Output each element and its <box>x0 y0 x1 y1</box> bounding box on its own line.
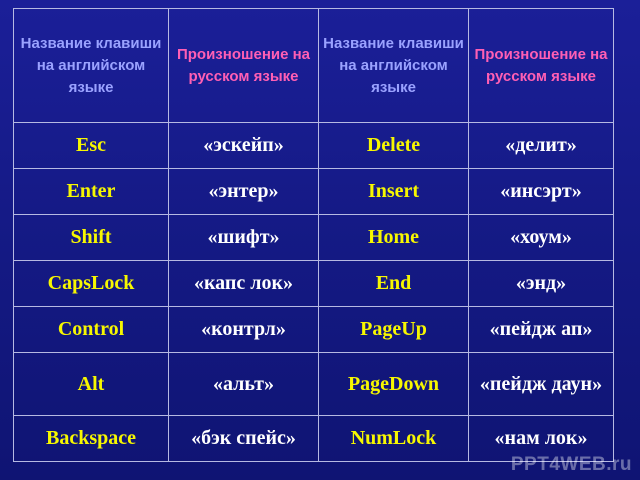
pronunciation-cell: «энд» <box>469 261 614 307</box>
header-key-name-1: Название клавиши на английском языке <box>14 9 169 123</box>
key-name-cell: Backspace <box>14 416 169 462</box>
header-row <box>14 9 614 123</box>
key-name-cell: Home <box>319 215 469 261</box>
table-row <box>14 169 614 215</box>
key-name-cell: NumLock <box>319 416 469 462</box>
pronunciation-cell: «бэк спейс» <box>169 416 319 462</box>
pronunciation-cell: «хоум» <box>469 215 614 261</box>
table-row <box>14 215 614 261</box>
key-name-cell: Enter <box>14 169 169 215</box>
table-row <box>14 123 614 169</box>
key-name-cell: Delete <box>319 123 469 169</box>
key-name-cell: PageDown <box>319 353 469 416</box>
header-pronunciation-2: Произношение на русском языке <box>469 9 614 123</box>
pronunciation-cell: «контрл» <box>169 307 319 353</box>
pronunciation-cell: «делит» <box>469 123 614 169</box>
pronunciation-cell: «энтер» <box>169 169 319 215</box>
key-name-cell: CapsLock <box>14 261 169 307</box>
pronunciation-cell: «пейдж ап» <box>469 307 614 353</box>
table-row <box>14 307 614 353</box>
table-row <box>14 353 614 416</box>
key-name-cell: Insert <box>319 169 469 215</box>
pronunciation-cell: «пейдж даун» <box>469 353 614 416</box>
key-name-cell: Esc <box>14 123 169 169</box>
pronunciation-cell: «инсэрт» <box>469 169 614 215</box>
pronunciation-cell: «альт» <box>169 353 319 416</box>
header-key-name-2: Название клавиши на английском языке <box>319 9 469 123</box>
key-name-cell: End <box>319 261 469 307</box>
key-name-cell: PageUp <box>319 307 469 353</box>
header-pronunciation-1: Произношение на русском языке <box>169 9 319 123</box>
pronunciation-cell: «эскейп» <box>169 123 319 169</box>
table-row <box>14 261 614 307</box>
key-name-cell: Alt <box>14 353 169 416</box>
watermark-logo: PPT4WEB.ru <box>510 454 632 475</box>
key-name-cell: Shift <box>14 215 169 261</box>
key-name-cell: Control <box>14 307 169 353</box>
pronunciation-cell: «шифт» <box>169 215 319 261</box>
pronunciation-cell: «капс лок» <box>169 261 319 307</box>
pronunciation-cell: «нам лок» <box>469 416 614 462</box>
keys-table <box>13 8 614 462</box>
